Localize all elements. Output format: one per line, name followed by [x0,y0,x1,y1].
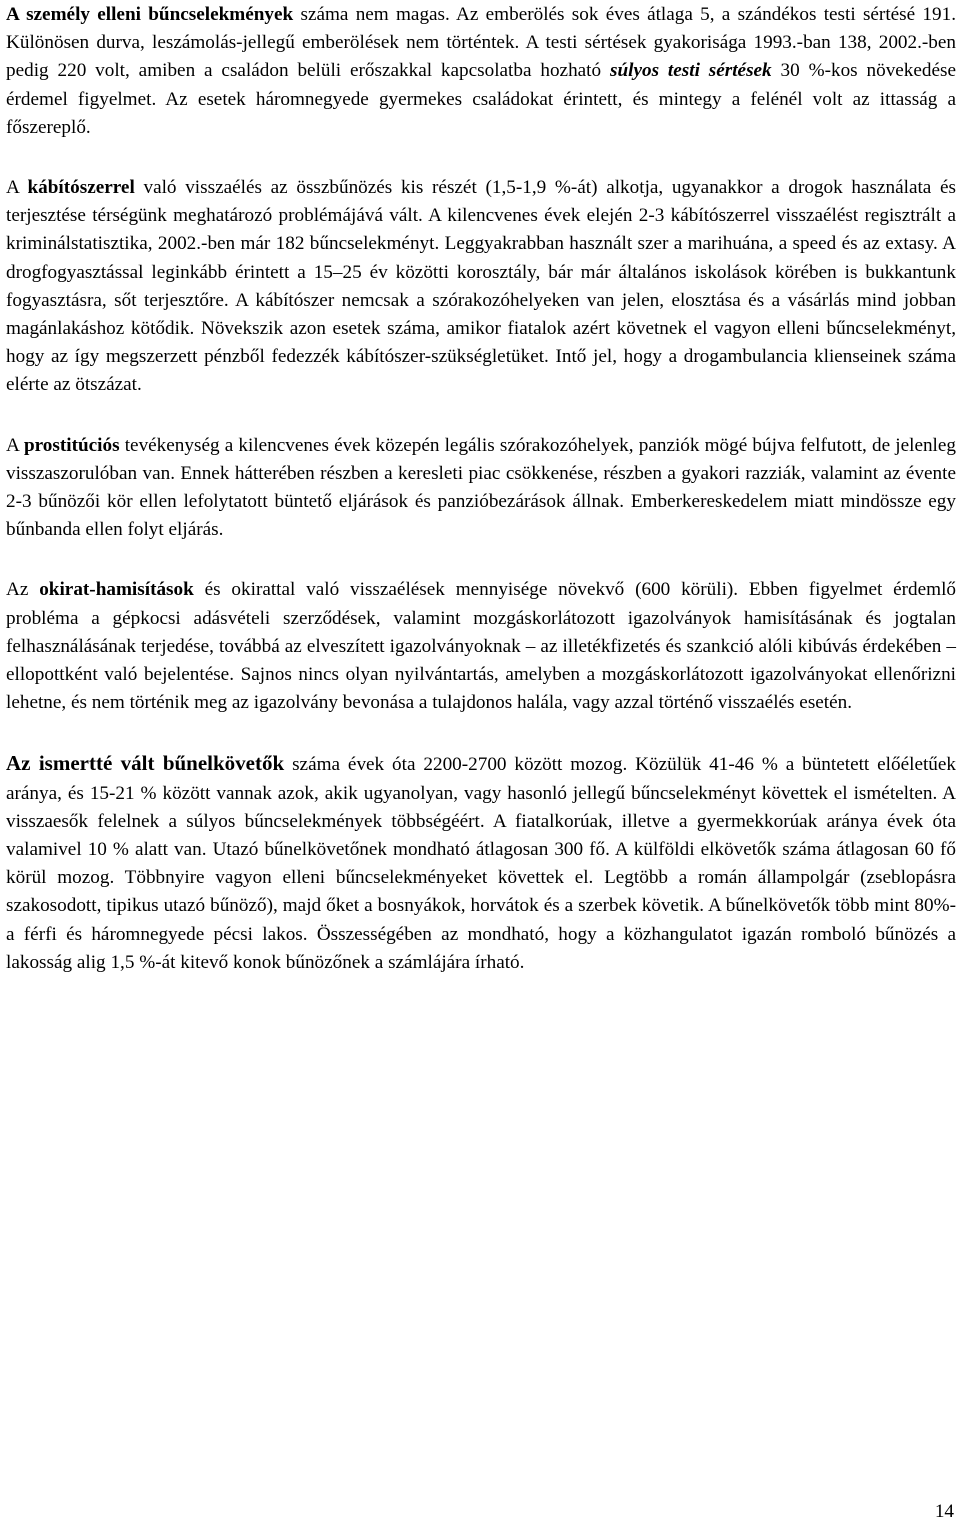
paragraph-text: Az [6,579,40,601]
section-lead-drugs: kábítószerrel [27,177,135,199]
paragraph-text: 30 %-kos növekedése érdemel figyelmet. Az esetek háromnegyede gyermekes családokat érintett, és mintegy a felénél volt az ittasság a főszereplő. [6,60,957,138]
paragraph-text: A [6,434,24,456]
paragraph-drugs [6,174,956,400]
section-lead-prostitution: prostitúciós [23,434,120,456]
document-page [6,1,956,977]
paragraph-text: való visszaélés az összbűnözés kis részét (1,5-1,9 %-át) alkotja, ugyanakkor a drogok használata és terjesztése térségünk meghatározó problémájává vált. A kilencvenes évek elején 2-3 kábítószerrel visszaélést regisztrált a kriminálstatisztika, 2002.-ben már 182 bűncselekményt. Leggyakrabban használt szer a marihuána, a speed és az extasy. A drogfogyasztással leginkább érintett a 15–25 év közötti korosztály, bár már általános iskolások körében is bukkantunk fogyasztásra, sőt terjesztőre. A kábítószer nemcsak a szórakozóhelyeken van jelen, elosztása és a vásárlás mind jobban magánlakáshoz kötődik. Növekszik azon esetek száma, amikor fiatalok azért követnek el vagyon elleni bűncselekményt, hogy az így megszerzett pénzből fedezzék kábítószer-szükségletüket. Intő jel, hogy a drogambulancia klienseinek száma elérte az ötszázat. [6,177,956,396]
section-lead-offenders: Az ismertté vált bűnelkövetők [6,751,285,776]
paragraph-text: száma nem magas. Az emberölés sok éves átlaga 5, a szándékos testi sértésé 191. Különösen durva, leszámolás-jellegű emberölések nem történtek. A testi sértések gyakorisága 1993.-ban 138, 2002.-ben pedig 220 volt, amiben a családon belüli erőszakkal kapcsolatba hozható [6,4,957,82]
paragraph-prostitution [6,432,956,545]
paragraph-forgery [6,576,956,717]
paragraph-text: száma évek óta 2200-2700 között mozog. Közülük 41-46 % a büntetett előéletűek aránya, és 15-21 % között vannak azok, akik ugyanolyan, vagy hasonló jellegű bűncselekményt követtek el ismételten. A visszaesők felelnek a súlyos bűncselekmények többségéért. A fiatalkorúak, illetve a gyermekkorúak aránya évek óta valamivel 10 % alatt van. Utazó bűnelkövetőnek mondható átlagosan 300 fő. A külföldi elkövetők száma átlagosan 60 fő körül mozog. Többnyire vagyon elleni bűncselekményeket követtek el. Legtöbb a román állampolgár (zseblopásra szakosodott, tipikus utazó bűnöző), majd őket a bosnyákok, horvátok és a szerbek követik. A bűnelkövetők több mint 80%-a férfi és háromnegyede pécsi lakos. Összességében az mondható, hogy a közhangulatot igazán romboló bűnözés a lakosság alig 1,5 %-át kitevő konok bűnözőnek a számlájára írható. [6,754,956,973]
page-number: 14 [934,1501,954,1522]
paragraph-text: és okirattal való visszaélések mennyisége növekvő (600 körüli). Ebben figyelmet érdemlő probléma a gépkocsi adásvételi szerződések, valamint mozgáskorlátozott igazolványok hamisításának és jogtalan felhasználásának terjedése, továbbá az elveszített igazolványoknak – az illetékfizetés és szankció alóli kibúvás érdekében – ellopottként való bejelentése. Sajnos nincs olyan nyilvántartás, amelyben a mozgáskorlátozott igazolványokat ellenőrizni lehetne, és nem történik meg az igazolvány bevonása a tulajdonos halála, vagy azzal történő visszaélés esetén. [6,579,956,714]
emphasis-serious-injuries: súlyos testi sértések [610,60,772,82]
paragraph-offenders [6,749,956,977]
paragraph-text: tevékenység a kilencvenes évek közepén legális szórakozóhelyek, panziók mögé bújva felfutott, de jelenleg visszaszorulóban van. Ennek hátterében részben a keresleti piac csökkenése, részben a gyakori razziák, valamint az évente 2-3 bűnözői kör ellen lefolytatott büntető eljárások és panzióbezárások állnak. Emberkereskedelem miatt mindössze egy bűnbanda ellen folyt eljárás. [6,434,956,541]
section-lead-violent-crimes: A személy elleni bűncselekmények [6,4,294,25]
paragraph-violent-crimes [6,1,956,142]
paragraph-text: A [6,177,28,199]
section-lead-forgery: okirat-hamisítások [39,579,194,601]
